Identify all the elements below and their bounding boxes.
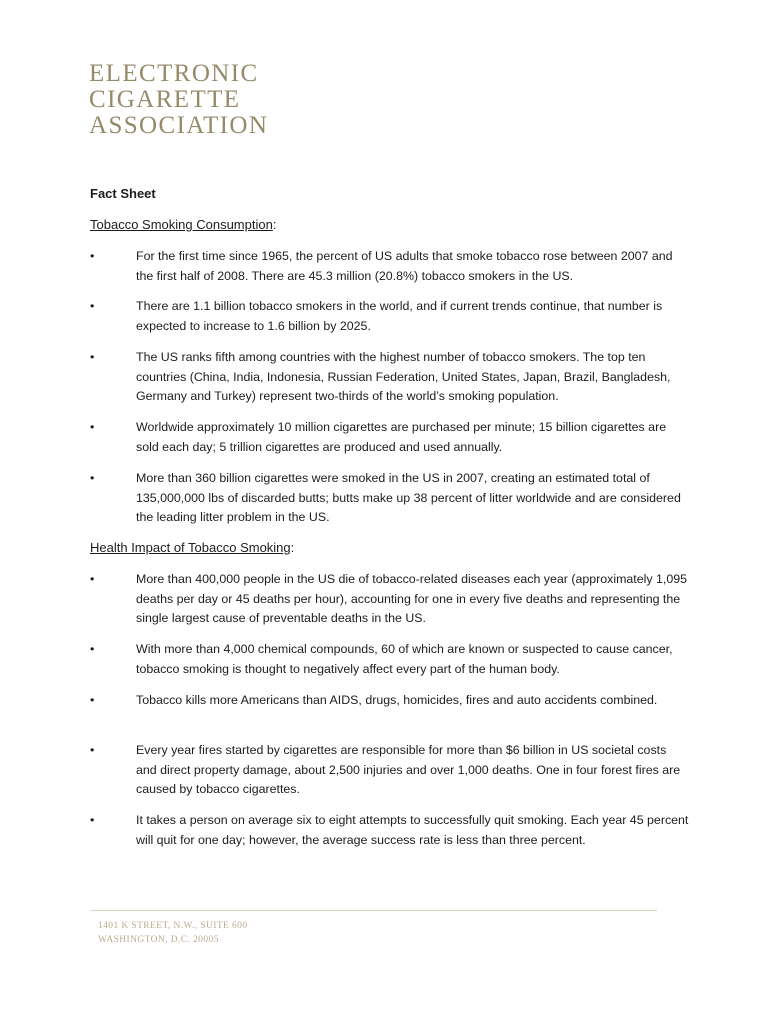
logo-line-1: ELECTRONIC	[89, 60, 259, 87]
list-item	[90, 640, 690, 679]
list-item	[90, 348, 690, 407]
bullet-marker: •	[90, 572, 95, 586]
section-heading-colon: :	[290, 540, 295, 555]
list-item	[90, 691, 690, 711]
section-heading-health-impact	[90, 539, 294, 557]
list-item-text: More than 400,000 people in the US die of tobacco-related diseases each year (approximately 1,095 deaths per day or 45 deaths per hour), accounting for one in every five deaths and representing the single largest cause of preventable deaths in the US.	[136, 572, 688, 625]
bullet-marker: •	[90, 299, 95, 313]
logo-line-3: ASSOCIATION	[89, 112, 269, 139]
list-item-text: It takes a person on average six to eight attempts to successfully quit smoking. Each year 45 percent will quit for one day; however, the average success rate is less than three percent.	[136, 813, 689, 847]
address-line-1: 1401 K STREET, N.W., SUITE 600	[98, 921, 248, 931]
list-item	[90, 811, 690, 850]
list-item-text: There are 1.1 billion tobacco smokers in the world, and if current trends continue, that number is expected to increase to 1.6 billion by 2025.	[136, 299, 663, 333]
list-item	[90, 297, 690, 336]
section-heading-label: Tobacco Smoking Consumption	[90, 217, 273, 232]
list-item-text: Every year fires started by cigarettes are responsible for more than $6 billion in US societal costs and direct property damage, about 2,500 injuries and over 1,000 deaths. One in four forest fires are caused by tobacco cigarettes.	[136, 743, 681, 796]
list-item-text: The US ranks fifth among countries with the highest number of tobacco smokers. The top ten countries (China, India, Indonesia, Russian Federation, United States, Japan, Brazil, Bangladesh, Germany and Turkey) represent two-thirds of the world’s smoking population.	[136, 350, 671, 403]
list-item	[90, 469, 690, 528]
footer-divider	[90, 910, 657, 911]
bullet-marker: •	[90, 420, 95, 434]
list-item	[90, 418, 690, 457]
list-item-text: Worldwide approximately 10 million cigarettes are purchased per minute; 15 billion cigarettes are sold each day; 5 trillion cigarettes are produced and used annually.	[136, 420, 667, 454]
list-item	[90, 741, 690, 800]
section-heading-consumption	[90, 216, 276, 234]
bullet-marker: •	[90, 471, 95, 485]
list-item-text: With more than 4,000 chemical compounds, 60 of which are known or suspected to cause cancer, tobacco smoking is thought to negatively affect every part of the human body.	[136, 642, 673, 676]
bullet-marker: •	[90, 743, 95, 757]
bullet-marker: •	[90, 642, 95, 656]
section-heading-colon: :	[272, 217, 277, 232]
list-item	[90, 247, 690, 286]
bullet-marker: •	[90, 249, 95, 263]
list-item-text: More than 360 billion cigarettes were smoked in the US in 2007, creating an estimated total of 135,000,000 lbs of discarded butts; butts make up 38 percent of litter worldwide and are considered the leading litter problem in the US.	[136, 471, 681, 524]
section-heading-label: Health Impact of Tobacco Smoking	[90, 540, 291, 555]
address-line-2: WASHINGTON, D.C. 20005	[98, 935, 219, 945]
bullet-marker: •	[90, 813, 95, 827]
logo-line-2: CIGARETTE	[89, 86, 241, 113]
association-logo	[89, 61, 268, 139]
footer-address	[98, 919, 247, 947]
bullet-marker: •	[90, 350, 95, 364]
page-title: Fact Sheet	[90, 186, 156, 201]
list-item-text: For the first time since 1965, the percent of US adults that smoke tobacco rose between 2007 and the first half of 2008. There are 45.3 million (20.8%) tobacco smokers in the US.	[136, 249, 673, 283]
bullet-marker: •	[90, 693, 95, 707]
list-item-text: Tobacco kills more Americans than AIDS, drugs, homicides, fires and auto accidents combined.	[136, 693, 658, 707]
list-item	[90, 570, 690, 629]
